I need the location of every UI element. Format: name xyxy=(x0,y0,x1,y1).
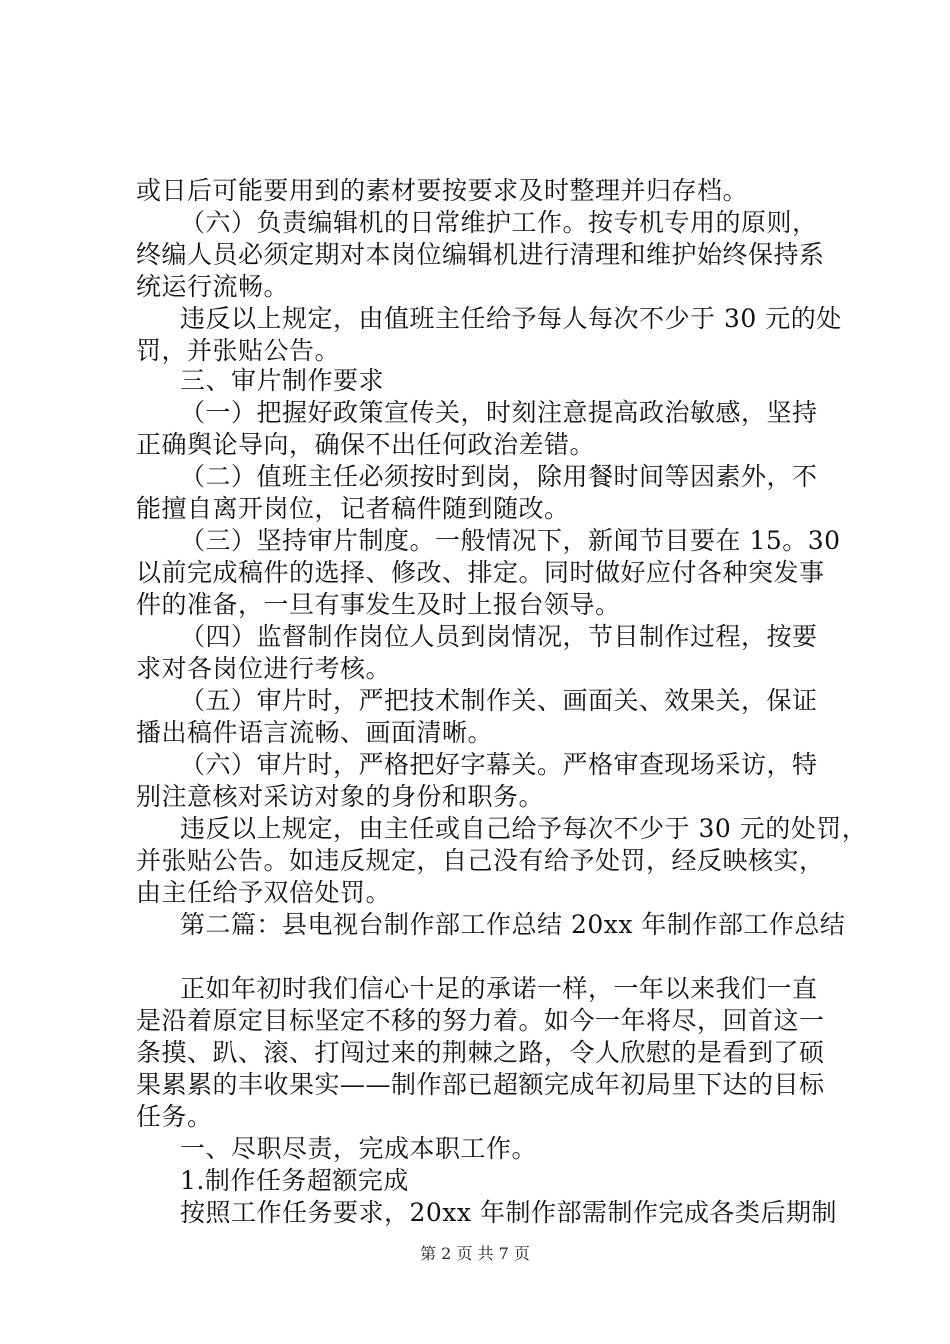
text-line: 求对各岗位进行考核。 xyxy=(136,654,392,683)
text-line: 播出稿件语言流畅、画面清晰。 xyxy=(136,718,494,747)
section-heading: 一、尽职尽责，完成本职工作。 xyxy=(180,1134,538,1163)
text-line: 正确舆论导向，确保不出任何政治差错。 xyxy=(136,430,596,459)
text-line: 能擅自离开岗位，记者稿件随到随改。 xyxy=(136,494,570,523)
text-line: 是沿着原定目标坚定不移的努力着。如今一年将尽，回首这一 xyxy=(136,1006,825,1035)
text-line: 或日后可能要用到的素材要按要求及时整理并归存档。 xyxy=(136,176,749,205)
text-line: （一）把握好政策宣传关，时刻注意提高政治敏感，坚持 xyxy=(180,398,818,427)
text-line: （三）坚持审片制度。一般情况下，新闻节目要在 15。30 xyxy=(180,526,841,555)
text-line: （四）监督制作岗位人员到岗情况，节目制作过程，按要 xyxy=(180,622,818,651)
text-line: 件的准备，一旦有事发生及时上报台领导。 xyxy=(136,590,621,619)
text-line: 并张贴公告。如违反规定，自己没有给予处罚，经反映核实， xyxy=(136,846,825,875)
text-line: 以前完成稿件的选择、修改、排定。同时做好应付各种突发事 xyxy=(136,558,825,587)
text-line: 违反以上规定，由主任或自己给予每次不少于 30 元的处罚， xyxy=(180,814,868,843)
text-line: （六）审片时，严格把好字幕关。严格审查现场采访，特 xyxy=(180,750,818,779)
page-footer: 第 2 页 共 7 页 xyxy=(420,1244,530,1263)
text-line: 违反以上规定，由值班主任给予每人每次不少于 30 元的处 xyxy=(180,304,842,333)
text-line: 按照工作任务要求，20xx 年制作部需制作完成各类后期制 xyxy=(180,1198,837,1227)
chapter-heading: 第二篇：县电视台制作部工作总结 20xx 年制作部工作总结 xyxy=(180,910,846,939)
text-line: （六）负责编辑机的日常维护工作。按专机专用的原则， xyxy=(180,208,818,237)
text-line: 别注意核对采访对象的身份和职务。 xyxy=(136,782,545,811)
text-line: 统运行流畅。 xyxy=(136,272,290,301)
subsection-heading: 1.制作任务超额完成 xyxy=(180,1166,409,1195)
text-line: 果累累的丰收果实——制作部已超额完成年初局里下达的目标 xyxy=(136,1070,825,1099)
text-line: 条摸、趴、滚、打闯过来的荆棘之路，令人欣慰的是看到了硕 xyxy=(136,1038,825,1067)
section-heading: 三、审片制作要求 xyxy=(180,366,385,395)
text-line: 罚，并张贴公告。 xyxy=(136,336,341,365)
text-line: 由主任给予双倍处罚。 xyxy=(136,878,392,907)
text-line: 终编人员必须定期对本岗位编辑机进行清理和维护始终保持系 xyxy=(136,240,825,269)
text-line: 任务。 xyxy=(136,1102,213,1131)
text-line: （二）值班主任必须按时到岗，除用餐时间等因素外，不 xyxy=(180,462,818,491)
text-line: 正如年初时我们信心十足的承诺一样，一年以来我们一直 xyxy=(180,974,818,1003)
text-line: （五）审片时，严把技术制作关、画面关、效果关，保证 xyxy=(180,686,818,715)
